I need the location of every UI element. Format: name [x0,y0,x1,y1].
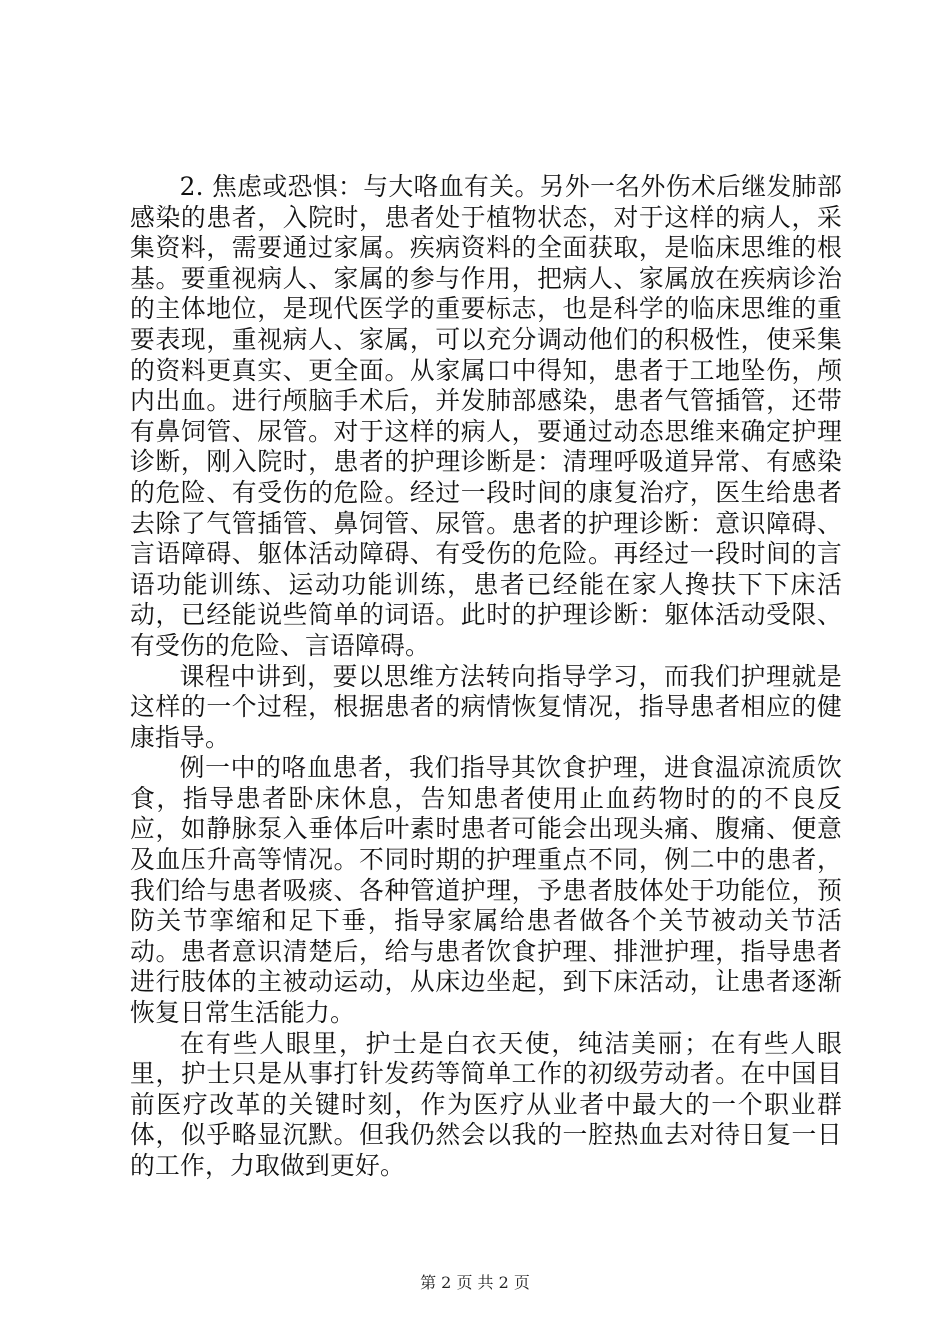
paragraph-course-guidance: 课程中讲到，要以思维方法转向指导学习，而我们护理就是这样的一个过程，根据患者的病情恢复情况，指导患者相应的健康指导。 [130,661,842,752]
page-footer: 第 2 页 共 2 页 [420,1273,530,1292]
paragraph-nurse-reflection: 在有些人眼里，护士是白衣天使，纯洁美丽；在有些人眼里，护士只是从事打针发药等简单工作的初级劳动者。在中国目前医疗改革的关键时刻，作为医疗从业者中最大的一个职业群体，似乎略显沉默。但我仍然会以我的一腔热血去对待日复一日的工作，力取做到更好。 [130,1028,842,1180]
paragraph-case-care: 例一中的咯血患者，我们指导其饮食护理，进食温凉流质饮食，指导患者卧床休息，告知患者使用止血药物时的的不良反应，如静脉泵入垂体后叶素时患者可能会出现头痛、腹痛、便意及血压升高等情况。不同时期的护理重点不同，例二中的患者，我们给与患者吸痰、各种管道护理，予患者肢体处于功能位，预防关节挛缩和足下垂，指导家属给患者做各个关节被动关节活动。患者意识清楚后，给与患者饮食护理、排泄护理，指导患者进行肢体的主被动运动，从床边坐起，到下床活动，让患者逐渐恢复日常生活能力。 [130,753,842,1028]
body-text [130,172,842,1182]
paragraph-nursing-diagnosis: 2. 焦虑或恐惧：与大咯血有关。另外一名外伤术后继发肺部感染的患者，入院时，患者处于植物状态，对于这样的病人，采集资料，需要通过家属。疾病资料的全面获取，是临床思维的根基。要重视病人、家属的参与作用，把病人、家属放在疾病诊治的主体地位，是现代医学的重要标志，也是科学的临床思维的重要表现，重视病人、家属，可以充分调动他们的积极性，使采集的资料更真实、更全面。从家属口中得知，患者于工地坠伤，颅内出血。进行颅脑手术后，并发肺部感染，患者气管插管，还带有鼻饲管、尿管。对于这样的病人，要通过动态思维来确定护理诊断，刚入院时，患者的护理诊断是：清理呼吸道异常、有感染的危险、有受伤的危险。经过一段时间的康复治疗，医生给患者去除了气管插管、鼻饲管、尿管。患者的护理诊断：意识障碍、言语障碍、躯体活动障碍、有受伤的危险。再经过一段时间的言语功能训练、运动功能训练，患者已经能在家人搀扶下下床活动，已经能说些简单的词语。此时的护理诊断：躯体活动受限、有受伤的危险、言语障碍。 [130,172,842,660]
